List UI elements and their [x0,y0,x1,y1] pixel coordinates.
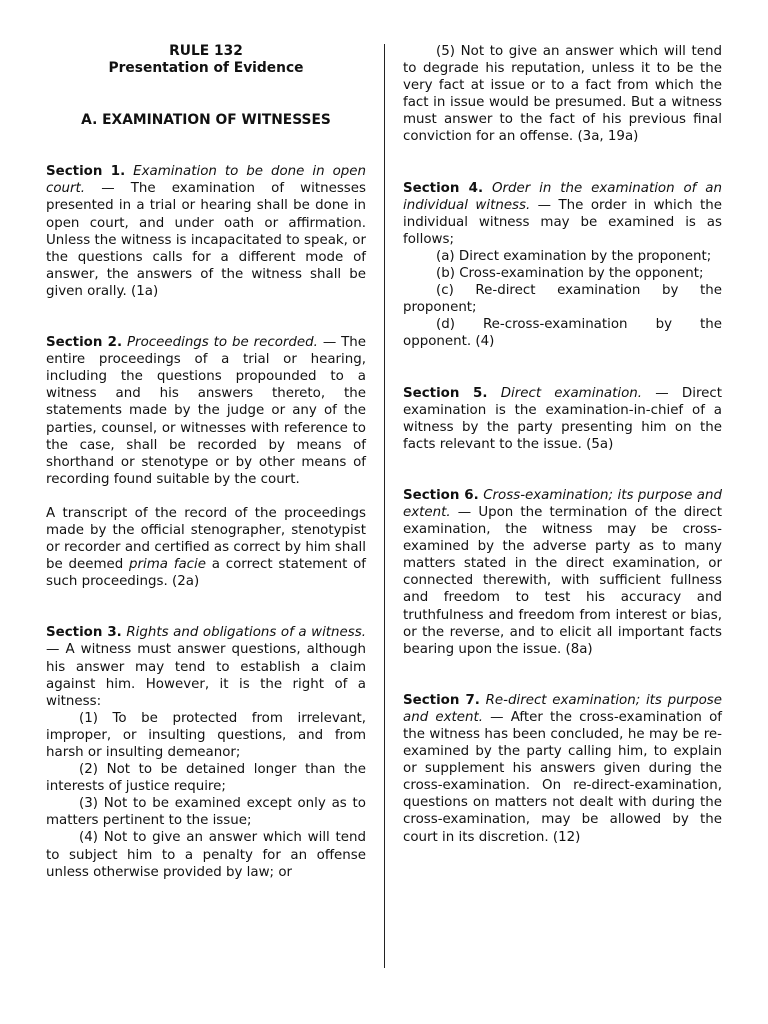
part-heading: A. EXAMINATION OF WITNESSES [81,112,331,129]
section-1-title: Examination to be done in open court. [46,164,366,197]
section-2-body: — The entire proceedings of a trial or hearing, including the questions propounded to a witness and his answers thereto, the statements made by the judge or any of the parties, counsel, or witnesses with reference to the case, shall be recorded by means of shorthand or stenotype or by other means of recording found suitable by the court. [46,335,367,487]
section-7-label: Section 7. [403,692,480,708]
section-3-title: Rights and obligations of a witness. [126,625,366,641]
section-5-label: Section 5. [403,385,488,401]
section-4-item-c: (c) Re-direct examination by the proponent; [403,283,722,316]
section-3-item-4: (4) Not to give an answer which will tend to subject him to a penalty for an offense unless otherwise provided by law; or [46,830,366,880]
right-column [403,43,722,846]
section-4-item-a: (a) Direct examination by the proponent; [436,248,712,264]
section-2-label: Section 2. [46,335,123,351]
section-2-title: Proceedings to be recorded. [126,335,318,351]
section-3-label: Section 3. [46,625,122,641]
rule-title: Presentation of Evidence [108,60,304,77]
section-4-body: — The order in which the individual witness may be examined is as follows; [403,197,722,247]
column-divider [384,44,385,968]
section-3 [46,624,366,709]
section-4 [403,180,722,248]
rule-number: RULE 132 [169,43,243,59]
section-4-item-b: (b) Cross-examination by the opponent; [436,266,704,282]
section-1-label: Section 1. [46,164,126,180]
section-7-body: — After the cross-examination of the witness has been concluded, he may be re-examined by the party calling him, to explain or supplement his answers given during the cross-examination. On re-direct-examination, questions on matters not dealt with during the cross-examination, may be allowed by the court in its discretion. (12) [403,709,722,845]
section-3-body: — A witness must answer questions, although his answer may tend to establish a claim against him. However, it is the right of a witness: [46,642,366,709]
section-7-title: Re-direct examination; its purpose and extent. [403,692,722,725]
section-6-title: Cross-examination; its purpose and extent. [403,487,723,520]
section-5 [403,385,722,453]
section-4-label: Section 4. [403,180,484,196]
section-3-item-3: (3) Not to be examined except only as to matters pertinent to the issue; [46,796,366,829]
section-3-item-1: (1) To be protected from irrelevant, improper, or insulting questions, and from harsh or insulting demeanor; [46,710,366,760]
section-1 [46,163,366,300]
section-1-body: — The examination of witnesses presented in a trial or hearing shall be done in open court, and under oath or affirmation. Unless the witness is incapacitated to speak, or the questions calls for a different mode of answer, the answers of the witness shall be given orally. (1a) [46,181,366,299]
section-6 [403,487,722,658]
section-2 [46,334,366,488]
section-4-item-d: (d) Re-cross-examination by the opponent. (4) [403,317,722,350]
left-column [46,43,366,881]
prima-facie-term: prima facie [129,557,207,573]
transcript-text-2: a correct statement of such proceedings. (2a) [46,557,366,590]
transcript-text-1: A transcript of the record of the proceedings made by the official stenographer, stenotypist or recorder and certified as correct by him shall be deemed [46,505,366,573]
section-3-item-2: (2) Not to be detained longer than the interests of justice require; [46,762,366,795]
section-2-transcript-paragraph [46,505,366,590]
section-6-body: — Upon the termination of the direct examination, the witness may be cross-examined by the adverse party as to many matters stated in the direct examination, or connected therewith, with sufficient fullness and freedom to test his accuracy and truthfulness and freedom from interest or bias, or the reverse, and to elicit all important facts bearing upon the issue. (8a) [403,504,722,657]
section-4-title: Order in the examination of an individual witness. [403,180,722,213]
section-3-item-5: (5) Not to give an answer which will tend to degrade his reputation, unless it to be the very fact at issue or to a fact from which the fact in issue would be presumed. But a witness must answer to the fact of his previous final conviction for an offense. (3a, 19a) [403,44,722,145]
section-6-label: Section 6. [403,487,479,503]
section-5-body: — Direct examination is the examination-in-chief of a witness by the party presenting him on the facts relevant to the issue. (5a) [403,385,722,452]
section-5-title: Direct examination. [500,385,643,401]
section-7 [403,692,722,846]
